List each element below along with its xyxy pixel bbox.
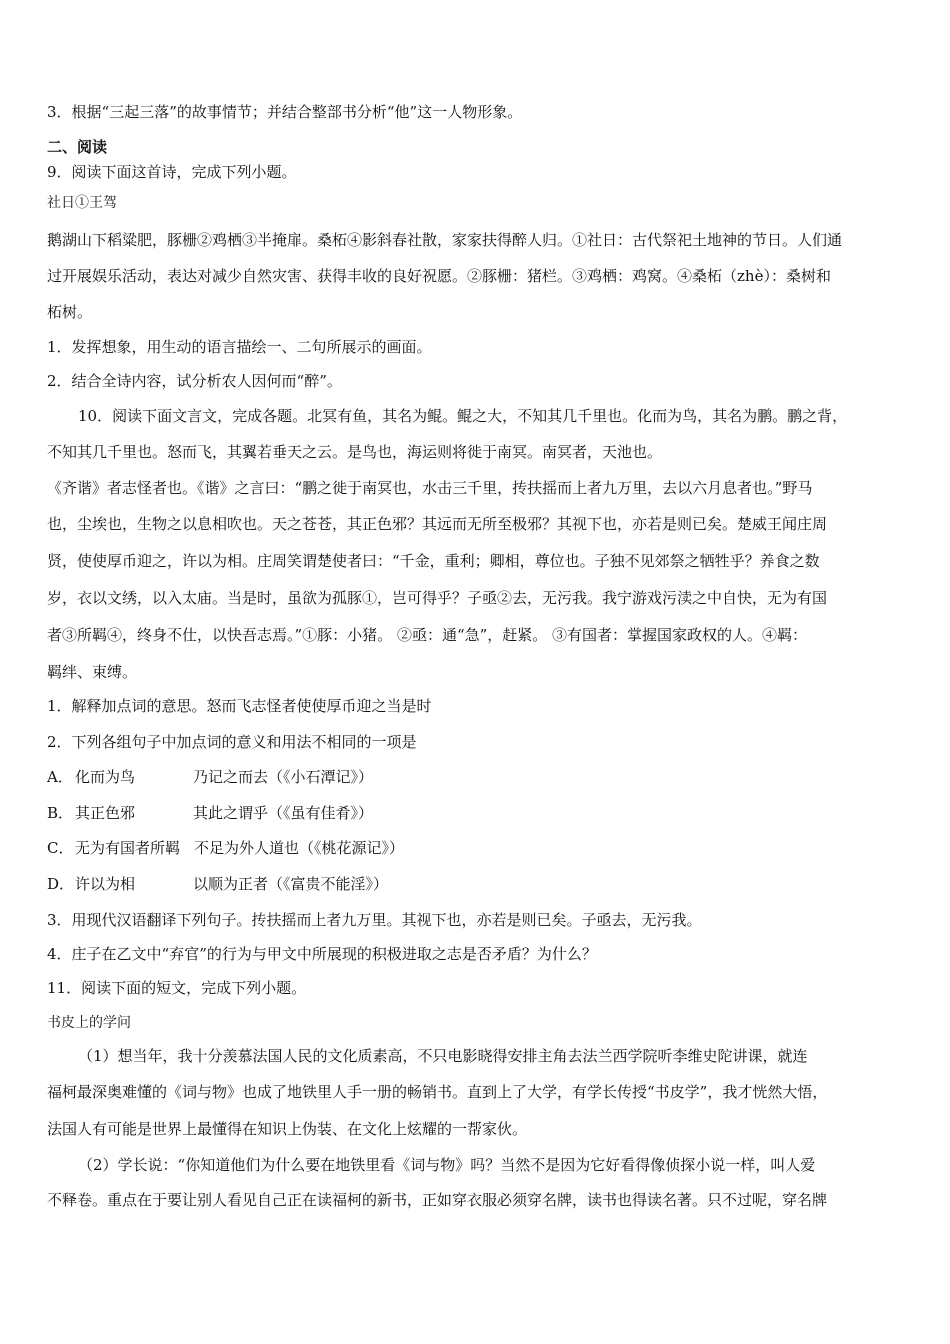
subquestion-2: 2．下列各组句子中加点词的意义和用法不相同的一项是 <box>47 733 417 751</box>
option-b <box>47 803 910 823</box>
poem-body-line: 过开展娱乐活动，表达对减少自然灾害、获得丰收的良好祝愿。②豚栅：猪栏。③鸡栖：鸡窝。④桑柘（zhè）：桑树和 <box>47 267 831 285</box>
poem-body-line: 柘树。 <box>47 303 93 321</box>
essay-paragraph-line: 福柯最深奥难懂的《词与物》也成了地铁里人手一册的畅销书。直到上了大学，有学长传授“书皮学”，我才恍然大悟， <box>47 1083 828 1101</box>
option-left: 许以为相 <box>75 875 136 893</box>
option-label: D． <box>47 875 75 893</box>
question-3-prompt: 3．根据“三起三落”的故事情节；并结合整部书分析“他”这一人物形象。 <box>47 103 523 121</box>
option-d <box>47 874 910 894</box>
option-label: B． <box>47 804 74 822</box>
subquestion-3: 3．用现代汉语翻译下列句子。抟扶摇而上者九万里。其视下也，亦若是则已矣。子亟去，无污我。 <box>47 911 702 929</box>
option-c <box>47 838 910 858</box>
subquestion-1: 1．发挥想象，用生动的语言描绘一、二句所展示的画面。 <box>47 338 432 356</box>
option-right: 以顺为正者（《富贵不能淫》） <box>193 875 389 893</box>
option-right: 其此之谓乎（《虽有佳肴》） <box>193 804 374 822</box>
option-left: 化而为鸟 <box>75 768 136 786</box>
classical-text-line: 不知其几千里也。怒而飞，其翼若垂天之云。是鸟也，海运则将徙于南冥。南冥者，天池也。 <box>47 443 663 461</box>
section-heading: 二、阅读 <box>47 138 108 156</box>
option-right: 不足为外人道也（《桃花源记》） <box>194 839 405 857</box>
option-left: 其正色邪 <box>75 804 136 822</box>
option-a <box>47 767 910 787</box>
option-label: A． <box>47 768 73 786</box>
question-11-prompt: 11．阅读下面的短文，完成下列小题。 <box>47 979 307 997</box>
option-label: C． <box>47 839 74 857</box>
subquestion-1: 1．解释加点词的意思。怒而飞志怪者使使厚币迎之当是时 <box>47 697 432 715</box>
essay-paragraph-line: 不释卷。重点在于要让别人看见自己正在读福柯的新书，正如穿衣服必须穿名牌，读书也得读名著。只不过呢，穿名牌 <box>47 1191 828 1209</box>
poem-body-line: 鹅湖山下稻粱肥，豚栅②鸡栖③半掩扉。桑柘④影斜春社散，家家扶得醉人归。①社日：古代祭祀土地神的节日。人们通 <box>47 231 843 249</box>
poem-title: 社日①王驾 <box>47 195 117 211</box>
essay-title: 书皮上的学问 <box>47 1015 131 1031</box>
question-10-prompt: 10．阅读下面文言文，完成各题。北冥有鱼，其名为鲲。鲲之大，不知其几千里也。化而为鸟，其名为鹏。鹏之背， <box>78 407 848 425</box>
essay-paragraph-line: 法国人有可能是世界上最懂得在知识上伪装、在文化上炫耀的一帮家伙。 <box>47 1120 528 1138</box>
option-left: 无为有国者所羁 <box>75 839 181 857</box>
essay-paragraph-line: （1）想当年，我十分羡慕法国人民的文化质素高，不只电影晓得安排主角去法兰西学院听李维史陀讲课，就连 <box>78 1047 808 1065</box>
classical-text-line: 者③所羁④，终身不仕，以快吾志焉。”①豚：小猪。 ②亟：通“急”，赶紧。 ③有国者：掌握国家政权的人。④羁： <box>47 626 808 644</box>
classical-text-line: 羁绊、束缚。 <box>47 663 138 681</box>
classical-text-line: 《齐谐》者志怪者也。《谐》之言曰：“鹏之徙于南冥也，水击三千里，抟扶摇而上者九万里，去以六月息者也。”野马 <box>47 479 813 497</box>
option-right: 乃记之而去（《小石潭记》） <box>193 768 374 786</box>
classical-text-line: 岁，衣以文绣，以入太庙。当是时，虽欲为孤豚①，岂可得乎？子亟②去，无污我。我宁游戏污渎之中自快，无为有国 <box>47 589 828 607</box>
classical-text-line: 也，尘埃也，生物之以息相吹也。天之苍苍，其正色邪？其远而无所至极邪？其视下也，亦若是则已矣。楚威王闻庄周 <box>47 515 828 533</box>
subquestion-4: 4．庄子在乙文中“弃官”的行为与甲文中所展现的积极进取之志是否矛盾？为什么？ <box>47 945 597 963</box>
subquestion-2: 2．结合全诗内容，试分析农人因何而“醉”。 <box>47 372 342 390</box>
essay-paragraph-line: （2）学长说：“你知道他们为什么要在地铁里看《词与物》吗？当然不是因为它好看得像侦探小说一样，叫人爱 <box>78 1156 816 1174</box>
classical-text-line: 贤，使使厚币迎之，许以为相。庄周笑谓楚使者曰：“千金，重利；卿相，尊位也。子独不见郊祭之牺牲乎？养食之数 <box>47 552 820 570</box>
question-9-prompt: 9．阅读下面这首诗，完成下列小题。 <box>47 163 297 181</box>
